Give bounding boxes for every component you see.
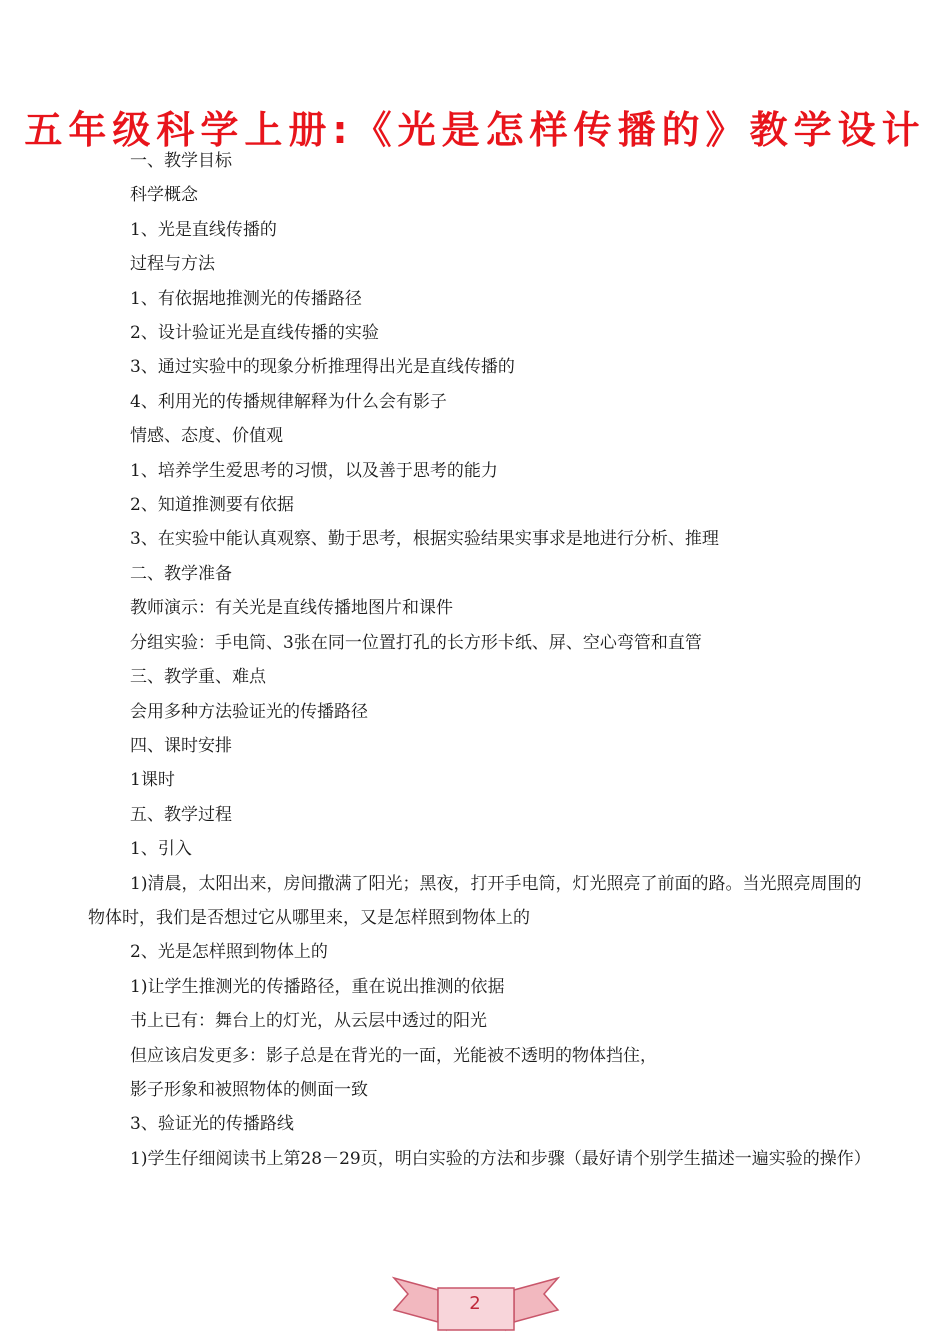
list-item: 1、培养学生爱思考的习惯，以及善于思考的能力 [130,460,498,481]
subheading-process-methods: 过程与方法 [130,254,215,275]
paragraph: 书上已有：舞台上的灯光，从云层中透过的阳光 [130,1011,487,1032]
subheading-attitudes: 情感、态度、价值观 [130,426,283,447]
list-item: 4、利用光的传播规律解释为什么会有影子 [130,391,447,412]
paragraph: 但应该启发更多：影子总是在背光的一面，光能被不透明的物体挡住， [130,1045,657,1066]
list-item: 3、在实验中能认真观察、勤于思考，根据实验结果实事求是地进行分析、推理 [130,529,719,550]
paragraph: 教师演示：有关光是直线传播地图片和课件 [130,598,453,619]
section-heading-objectives: 一、教学目标 [130,151,232,171]
list-item: 2、设计验证光是直线传播的实验 [130,323,379,344]
paragraph: 1课时 [130,770,175,791]
list-item: 1、引入 [130,839,192,860]
paragraph: 会用多种方法验证光的传播路径 [130,701,368,722]
list-item: 3、验证光的传播路线 [130,1114,294,1135]
page-number: 2 [469,1293,481,1314]
paragraph: 1)学生仔细阅读书上第28－29页，明白实验的方法和步骤（最好请个别学生描述一遍实验的操作） [130,1148,871,1169]
section-heading-key-points: 三、教学重、难点 [130,667,266,688]
list-item: 3、通过实验中的现象分析推理得出光是直线传播的 [130,357,515,378]
section-heading-preparation: 二、教学准备 [130,563,232,584]
list-item: 2、知道推测要有依据 [130,495,294,516]
subheading-concepts: 科学概念 [130,185,198,206]
list-item: 2、光是怎样照到物体上的 [130,942,328,963]
document-body [88,144,871,1176]
paragraph: 1)清晨，太阳出来，房间撒满了阳光；黑夜，打开手电筒，灯光照亮了前面的路。当光照亮周围的物体时，我们是否想过它从哪里来，又是怎样照到物体上的 [88,873,862,928]
section-heading-process: 五、教学过程 [130,804,232,825]
section-heading-schedule: 四、课时安排 [130,735,232,756]
document-title: 五年级科学上册:《光是怎样传播的》教学设计 [24,108,926,152]
list-item: 1、有依据地推测光的传播路径 [130,288,362,309]
paragraph: 1)让学生推测光的传播路径，重在说出推测的依据 [130,976,505,997]
list-item: 1、光是直线传播的 [130,219,277,240]
paragraph: 影子形象和被照物体的侧面一致 [130,1079,368,1100]
paragraph: 分组实验：手电筒、3张在同一位置打孔的长方形卡纸、屏、空心弯管和直管 [130,632,702,653]
